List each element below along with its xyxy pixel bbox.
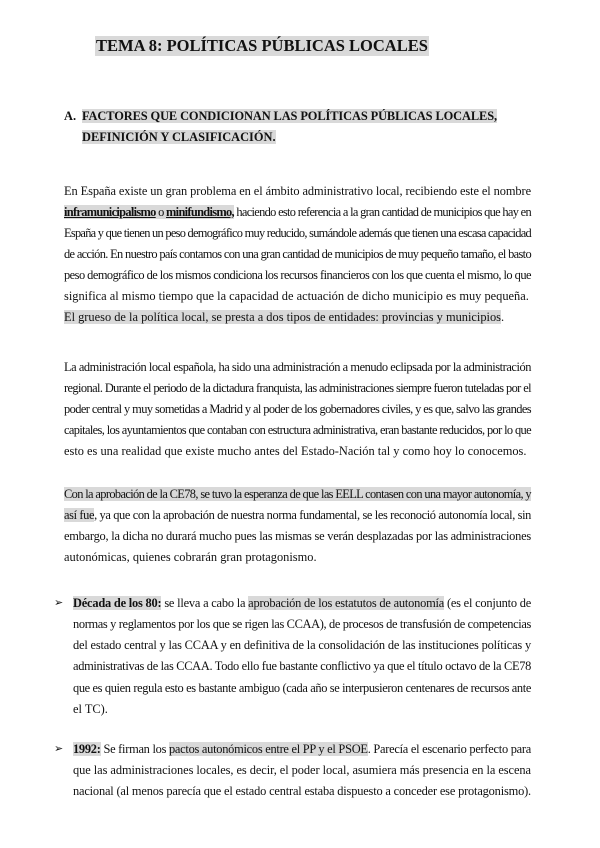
text-run: significa al mismo tiempo que la capacidad de actuación de dicho municipio es muy pequeña. — [64, 289, 529, 303]
emphasis-text: minifundismo, — [166, 205, 234, 219]
paragraph-minifundismo-line — [64, 309, 504, 325]
emphasis-text: Década de los 80: — [73, 596, 162, 610]
text-run: peso demográfico de los mismos condiciona los recursos financieros con los que cuenta el mismo, lo que — [64, 268, 531, 282]
text-run: que las administraciones locales, es decir, el poder local, asumiera más presencia en la escena — [73, 763, 531, 777]
highlighted-text: así fue — [64, 508, 95, 522]
highlighted-text: pactos autonómicos entre el PP y el PSOE — [168, 742, 368, 756]
text-run: España y que tienen un peso demográfico muy reducido, sumándole además que tienen una escasa capacidad — [64, 226, 531, 240]
paragraph-administracion-local-line — [64, 359, 531, 375]
text-run: haciendo esto referencia a la gran cantidad de municipios que hay en — [233, 205, 531, 219]
bullet-decada-80-line — [73, 637, 531, 653]
highlighted-text: Con la aprobación de la CE78, se tuvo la esperanza de que las EELL contasen con una mayor autonomía, y — [64, 487, 531, 501]
paragraph-minifundismo-line — [64, 204, 531, 220]
text-run: En España existe un gran problema en el ámbito administrativo local, recibiendo este el nombre — [64, 184, 531, 198]
text-run: se lleva a cabo la — [161, 596, 249, 610]
highlighted-text: El grueso de la política local, se presta a dos tipos de entidades: provincias y municipios — [64, 310, 502, 324]
text-run: (es el conjunto de — [444, 596, 531, 610]
paragraph-ce78-line — [64, 528, 531, 544]
paragraph-administracion-local-line — [64, 401, 531, 417]
bullet-1992-line — [73, 741, 531, 757]
highlighted-text: aprobación de los estatutos de autonomía — [248, 596, 445, 610]
text-run: que es quien regula esto es bastante ambiguo (cada año se interpusieron centenares de recursos ante — [73, 681, 531, 695]
paragraph-minifundismo-line — [64, 183, 531, 199]
text-run: autonómicas, quienes cobrarán gran protagonismo. — [64, 550, 317, 564]
text-run: . Parecía el escenario perfecto para — [367, 742, 532, 756]
bullet-decada-80-line — [73, 595, 531, 611]
text-run: capitales, los ayuntamientos que contaban con estructura administrativa, eran bastante reducidos, por lo que — [64, 423, 531, 437]
section-marker: A. — [64, 109, 77, 123]
paragraph-administracion-local-line — [64, 380, 531, 396]
text-run: el TC). — [73, 702, 108, 716]
paragraph-minifundismo-line — [64, 288, 529, 304]
text-run: de acción. En nuestro país contamos con una gran cantidad de municipios de muy pequeño tamaño, el basto — [64, 247, 531, 261]
text-run: . — [501, 310, 505, 324]
emphasis-text: inframunicipalismo — [64, 205, 156, 219]
text-run: Se firman los — [100, 742, 169, 756]
paragraph-administracion-local-line — [64, 422, 531, 438]
bullet-1992-line — [73, 762, 531, 778]
section-heading-line-2 — [82, 129, 276, 145]
text-run: La administración local española, ha sido una administración a menudo eclipsada por la administración — [64, 360, 531, 374]
bullet-1992-line — [73, 783, 531, 799]
paragraph-minifundismo-line — [64, 246, 531, 262]
text-run: normas y reglamentos por los que se rigen las CCAA), de procesos de transfusión de competencias — [73, 617, 531, 631]
text-run: esto es una realidad que existe mucho antes del Estado-Nación tal y como hoy lo conocemos. — [64, 444, 527, 458]
section-heading-text: DEFINICIÓN Y CLASIFICACIÓN. — [82, 130, 276, 144]
text-run: del estado central y las CCAA y en definitiva de la consolidación de las instituciones políticas y — [73, 638, 531, 652]
bullet-arrow-icon: ➢ — [54, 743, 64, 755]
bullet-arrow-icon: ➢ — [54, 597, 64, 609]
text-run: , ya que con la aprobación de nuestra norma fundamental, se les reconoció autonomía local, sin — [94, 508, 531, 522]
text-run: administrativas de las CCAA. Todo ello fue bastante conflictivo ya que el título octavo de la CE78 — [73, 659, 531, 673]
paragraph-minifundismo-line — [64, 225, 531, 241]
bullet-decada-80-line — [73, 701, 108, 717]
paragraph-ce78-line — [64, 486, 531, 502]
document-title: TEMA 8: POLÍTICAS PÚBLICAS LOCALES — [96, 36, 428, 55]
section-heading-text: FACTORES QUE CONDICIONAN LAS POLÍTICAS PÚBLICAS LOCALES, — [82, 109, 497, 123]
paragraph-minifundismo-line — [64, 267, 531, 283]
highlighted-text: o — [155, 205, 167, 219]
bullet-decada-80-line — [73, 680, 531, 696]
paragraph-administracion-local-line — [64, 443, 526, 459]
text-run: poder central y muy sometidas a Madrid y al poder de los gobernadores civiles, y es que, salvo las grandes — [64, 402, 531, 416]
paragraph-ce78-line — [64, 549, 317, 565]
section-heading-line-1 — [82, 108, 497, 124]
text-run: embargo, la dicha no durará mucho pues las mismas se verán desplazadas por las administraciones — [64, 529, 531, 543]
bullet-decada-80-line — [73, 658, 531, 674]
paragraph-ce78-line — [64, 507, 531, 523]
bullet-decada-80-line — [73, 616, 531, 632]
text-run: regional. Durante el periodo de la dictadura franquista, las administraciones siempre fueron tuteladas por el — [64, 381, 531, 395]
text-run: nacional (al menos parecía que el estado central estaba dispuesto a conceder ese protagonismo). — [73, 784, 531, 798]
emphasis-text: 1992: — [73, 742, 101, 756]
